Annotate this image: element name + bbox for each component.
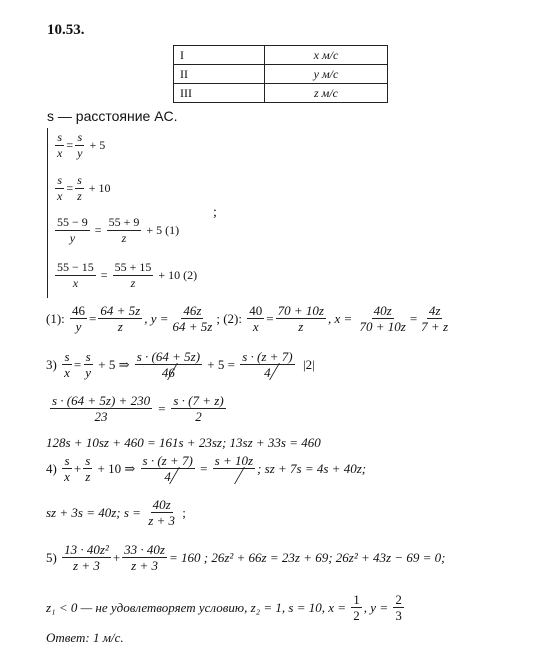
derivation-line-2: 3) $\frac{s}{x}$ = $\frac{s}{y}$ + 5 ⇒ $\frac{s \cdot (64 + 5z)}{46}$ + 5 = $\frac{s \cdot (z + 7)}{4}$ |2| <box>46 349 315 380</box>
answer: Ответ: 1 м/с. <box>46 630 124 645</box>
table-cell: I <box>174 46 265 65</box>
cancel-mark: 4 <box>164 469 171 484</box>
derivation-line-4: 128s + 10sz + 460 = 161s + 23sz; 13sz + 33s = 460 <box>46 435 321 450</box>
system-semicolon: ; <box>213 205 217 220</box>
cancel-mark: 46 <box>161 365 175 380</box>
system-eq-2: $\frac{s}{x}$ = $\frac{s}{z}$ + 10 <box>57 173 111 203</box>
cancel-mark: 4 <box>264 365 271 380</box>
system-eq-4: $\frac{55 - 15}{x}$ = $\frac{55 + 15}{z}$ + 10 (2) <box>57 260 198 290</box>
table-cell: III <box>174 84 265 103</box>
derivation-line-8: z₁ < 0 — не удовлетворяет условию, z₂ = 1, s = 10, x = $\frac{1}{2}$ , y = $\frac{2}{3}$ <box>46 592 402 623</box>
table-row <box>174 65 388 84</box>
system-brace <box>47 128 48 298</box>
table-cell: y м/с <box>265 65 388 84</box>
derivation-line-3: $\frac{s \cdot (64 + 5z) + 230}{23}$ = $\frac{s \cdot (7 + z)}{2}$ <box>52 393 224 424</box>
derivation-line-1: (1): $\frac{46}{y}$ = $\frac{64 + 5z}{z}$ , y = $\frac{46z}{64 + 5z}$ ; (2): $\frac{40}{x}$ = $\frac{70 + 10z}{z}$ , x = $\frac{40z}{70 + 10z}$ = $\frac{4z}{7 + z}$ <box>46 303 449 334</box>
problem-number: 10.53. <box>47 22 85 38</box>
table-row <box>174 46 388 65</box>
derivation-line-6: sz + 3s = 40z; s = $\frac{40z}{z + 3}$ ; <box>46 497 186 528</box>
table-cell: z м/с <box>265 84 388 103</box>
velocity-table <box>173 45 388 103</box>
system-eq-3: $\frac{55 - 9}{y}$ = $\frac{55 + 9}{z}$ + 5 (1) <box>57 215 180 245</box>
cancel-mark <box>227 469 241 484</box>
derivation-line-5: 4) $\frac{s}{x}$ + $\frac{s}{z}$ + 10 ⇒ $\frac{s \cdot (z + 7)}{4}$ = s + 10z ; sz + 7s = 4s + 40z; <box>46 453 367 484</box>
system-eq-1: $\frac{s}{x}$ = $\frac{s}{y}$ + 5 <box>57 130 106 160</box>
table-row <box>174 84 388 103</box>
derivation-line-7: 5) $\frac{\text{13 · 40z²}}{z + 3}$ + $\frac{33 \cdot 40z}{z + 3}$ = 160 ; 26z² + 66z = 23z + 69; 26z² + 43z − 69 = 0; <box>46 542 446 573</box>
table-cell: II <box>174 65 265 84</box>
distance-definition: s — расстояние AC. <box>47 108 178 124</box>
table-cell: x м/с <box>265 46 388 65</box>
